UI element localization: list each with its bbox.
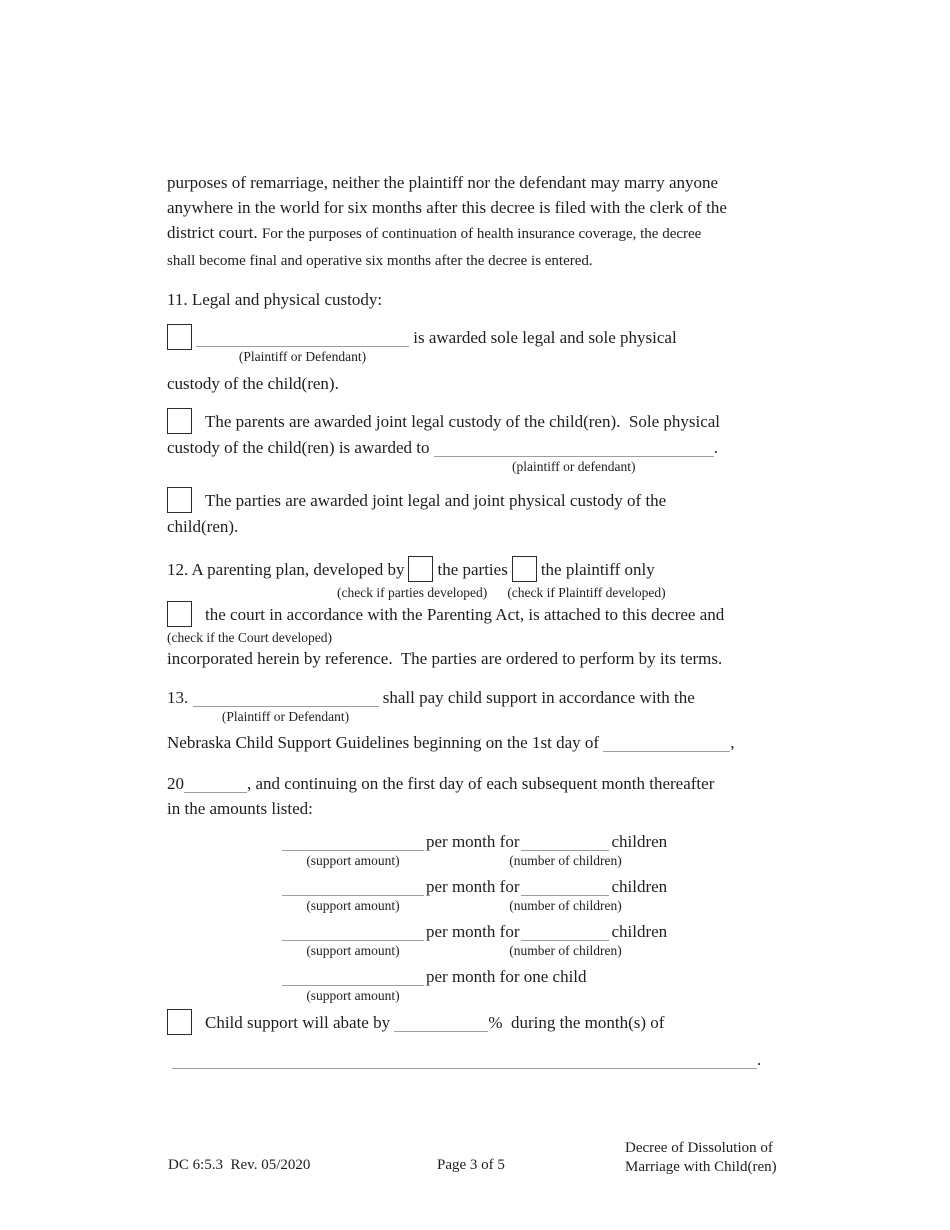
- parenting-plan-parties-caption: (check if parties developed): [337, 585, 488, 600]
- joint-legal-text-2: custody of the child(ren) is awarded to: [167, 438, 430, 457]
- checkbox-parenting-plan-plaintiff[interactable]: [512, 556, 537, 582]
- support-row-1: [282, 829, 795, 868]
- section-13-number: 13.: [167, 688, 189, 707]
- document-title-line-1: Decree of Dissolution of: [625, 1140, 773, 1156]
- abatement-text: Child support will abate by: [205, 1013, 391, 1032]
- blank-support-amount-one-child[interactable]: [282, 966, 424, 1003]
- intro-line-3: district court.: [167, 223, 258, 242]
- blank-children-count-2[interactable]: [509, 876, 622, 913]
- parenting-plan-court-caption: (check if the Court developed): [167, 630, 332, 645]
- support-row-3: [282, 919, 795, 958]
- document-title-line-2: Marriage with Child(ren): [625, 1159, 777, 1175]
- abatement-period: .: [757, 1050, 762, 1069]
- blank-sole-custody-party[interactable]: [196, 327, 409, 364]
- children-count-caption-3: (number of children): [509, 943, 622, 958]
- support-amount-caption-1: (support amount): [306, 853, 400, 868]
- support-continuing-line: [167, 771, 795, 796]
- intro-paragraph: [167, 170, 795, 274]
- intro-line-1: purposes of remarriage, neither the plaintiff nor the defendant may marry anyone: [167, 173, 719, 192]
- support-row-4: [282, 964, 795, 1003]
- children-count-caption-1: (number of children): [509, 853, 622, 868]
- custody-option-sole: [167, 324, 795, 364]
- intro-line-4-small: shall become final and operative six months after the decree is entered.: [167, 253, 593, 269]
- checkbox-joint-legal-custody[interactable]: [167, 408, 192, 434]
- support-guidelines-line: [167, 730, 795, 755]
- joint-both-text-2: child(ren).: [167, 517, 239, 536]
- blank-children-count-3[interactable]: [509, 921, 622, 958]
- parenting-plan-closing-text: incorporated herein by reference. The parties are ordered to perform by its terms.: [167, 649, 723, 668]
- support-amounts-intro: [167, 796, 795, 821]
- abatement-text-after: % during the month(s) of: [488, 1013, 665, 1032]
- blank-support-amount-1[interactable]: [282, 831, 424, 868]
- checkbox-joint-legal-physical-custody[interactable]: [167, 487, 192, 513]
- parenting-plan-parties-label: the parties: [437, 560, 508, 579]
- parenting-plan-line: [167, 556, 795, 584]
- blank-joint-physical-party[interactable]: [434, 437, 714, 474]
- parenting-plan-court-caption-row: [167, 629, 795, 646]
- checkbox-parenting-plan-parties[interactable]: [408, 556, 433, 582]
- intro-line-3-small: For the purposes of continuation of health insurance coverage, the decree: [261, 226, 702, 242]
- support-row-2: [282, 874, 795, 913]
- custody-option-sole-line2: [167, 371, 795, 396]
- joint-physical-party-caption: (plaintiff or defendant): [512, 459, 636, 474]
- parenting-plan-lead: 12. A parenting plan, developed by: [167, 560, 405, 579]
- checkbox-child-support-abate[interactable]: [167, 1009, 192, 1035]
- section-11-heading: [167, 287, 795, 312]
- blank-payor-party[interactable]: [193, 687, 379, 724]
- payor-party-caption: (Plaintiff or Defendant): [221, 709, 350, 724]
- blank-abate-percent[interactable]: [394, 1012, 488, 1032]
- blank-support-start-month[interactable]: [603, 732, 730, 752]
- blank-abate-months[interactable]: [172, 1049, 757, 1069]
- checkbox-sole-custody[interactable]: [167, 324, 192, 350]
- blank-support-start-year[interactable]: [184, 773, 247, 793]
- joint-both-text-1: The parties are awarded joint legal and joint physical custody of the: [205, 491, 667, 510]
- parenting-plan-court-label: the court in accordance with the Parenting Act, is attached to this decree and: [205, 605, 725, 624]
- support-row-3-suffix: children: [611, 922, 668, 941]
- page-number: Page 3 of 5: [437, 1157, 505, 1173]
- support-year-prefix: 20: [167, 774, 184, 793]
- parenting-plan-plaintiff-caption: (check if Plaintiff developed): [507, 585, 666, 600]
- support-guidelines-comma: ,: [730, 733, 735, 752]
- section-11-heading-text: 11. Legal and physical custody:: [167, 290, 383, 309]
- form-number: DC 6:5.3 Rev. 05/2020: [168, 1157, 311, 1173]
- support-amount-caption-3: (support amount): [306, 943, 400, 958]
- support-row-2-suffix: children: [611, 877, 668, 896]
- support-guidelines-text: Nebraska Child Support Guidelines beginning on the 1st day of: [167, 733, 600, 752]
- document-content: [167, 170, 795, 1072]
- support-row-4-mid: per month for one child: [426, 967, 587, 986]
- abatement-line: [167, 1009, 795, 1037]
- abatement-months-line: [167, 1047, 795, 1072]
- support-payor-line: [167, 685, 795, 724]
- document-title: [625, 1139, 777, 1177]
- sole-custody-party-caption: (Plaintiff or Defendant): [238, 349, 367, 364]
- blank-support-amount-2[interactable]: [282, 876, 424, 913]
- parenting-plan-closing: [167, 646, 795, 671]
- custody-option-joint-legal: [167, 408, 795, 474]
- support-payor-text: shall pay child support in accordance with the: [382, 688, 695, 707]
- joint-legal-text-1: The parents are awarded joint legal custody of the child(ren). Sole physical: [205, 412, 721, 431]
- joint-legal-period: .: [713, 438, 718, 457]
- intro-line-2: anywhere in the world for six months after this decree is filed with the clerk of the: [167, 198, 727, 217]
- support-amounts-intro-text: in the amounts listed:: [167, 799, 313, 818]
- parenting-plan-captions: [167, 584, 795, 601]
- blank-children-count-1[interactable]: [509, 831, 622, 868]
- support-row-1-mid: per month for: [426, 832, 520, 851]
- children-count-caption-2: (number of children): [509, 898, 622, 913]
- parenting-plan-plaintiff-label: the plaintiff only: [540, 560, 655, 579]
- support-row-1-suffix: children: [611, 832, 668, 851]
- support-row-3-mid: per month for: [426, 922, 520, 941]
- sole-custody-text-2: custody of the child(ren).: [167, 374, 339, 393]
- support-amount-caption-4: (support amount): [306, 988, 400, 1003]
- blank-support-amount-3[interactable]: [282, 921, 424, 958]
- checkbox-parenting-plan-court[interactable]: [167, 601, 192, 627]
- support-continuing-text: , and continuing on the first day of each subsequent month thereafter: [247, 774, 715, 793]
- support-row-2-mid: per month for: [426, 877, 520, 896]
- support-amount-caption-2: (support amount): [306, 898, 400, 913]
- custody-option-joint-both: [167, 487, 795, 540]
- sole-custody-text: is awarded sole legal and sole physical: [413, 328, 677, 347]
- parenting-plan-court-line: [167, 601, 795, 629]
